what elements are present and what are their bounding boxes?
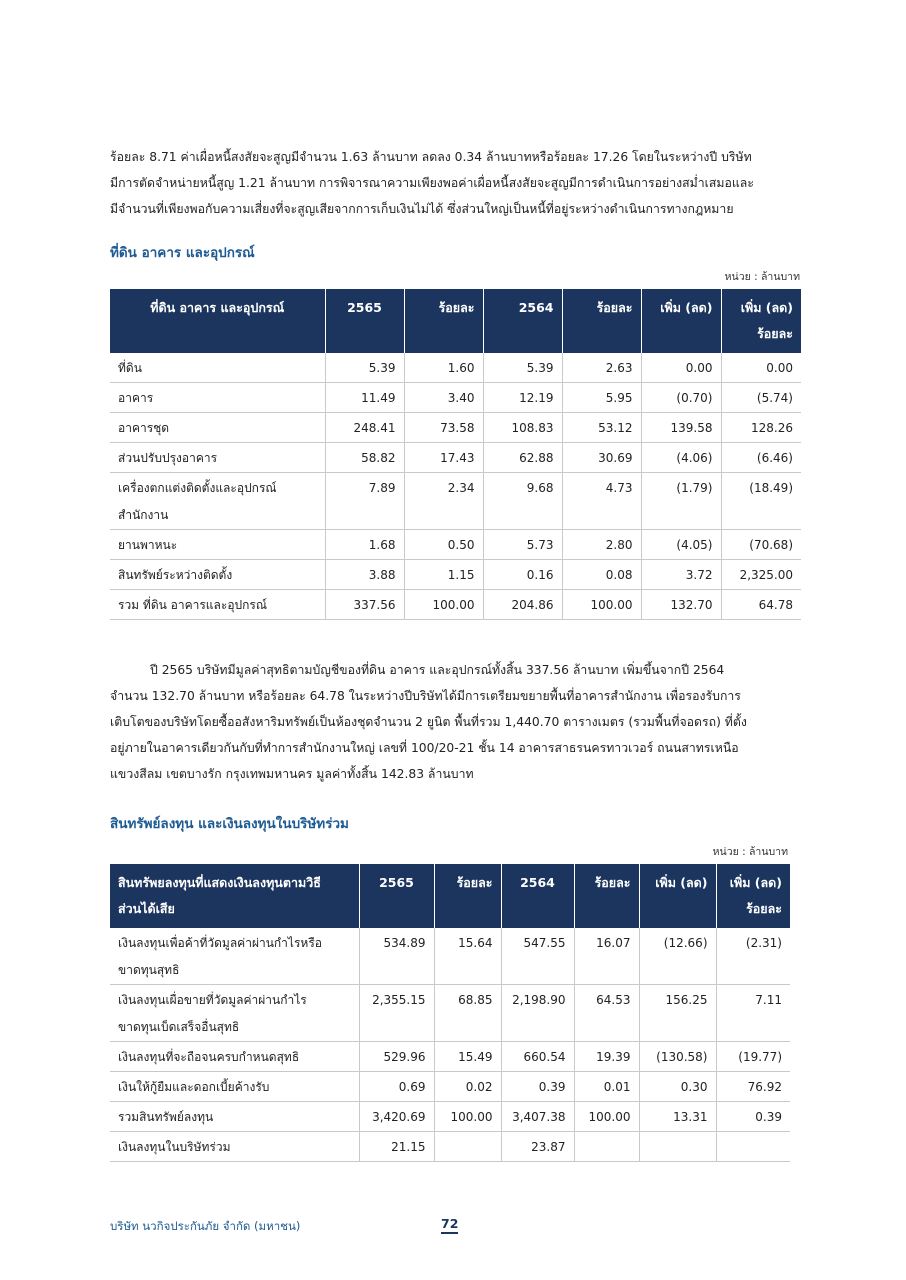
text-line: มีจำนวนที่เพียงพอกับความเสี่ยงที่จะสูญเสียจากการเก็บเงินไม่ได้ ซึ่งส่วนใหญ่เป็นหนี้ที่อยู่ระหว่างดำเนินการทางกฎหมาย	[110, 202, 734, 216]
cell-value: 15.64	[434, 928, 501, 985]
cell-value: 23.87	[501, 1132, 574, 1162]
section-heading-ppe: ที่ดิน อาคาร และอุปกรณ์	[110, 245, 255, 261]
column-header: ร้อยละ	[562, 289, 641, 353]
column-header	[110, 864, 359, 928]
row-label-line: อาคาร	[118, 391, 154, 405]
text-line: ปี 2565 บริษัทมีมูลค่าสุทธิตามบัญชีของที่ดิน อาคาร และอุปกรณ์ทั้งสิ้น 337.56 ล้านบาท เพิ่มขึ้นจากปี 2564	[150, 663, 725, 677]
column-header: เพิ่ม (ลด)	[641, 289, 721, 353]
cell-value: 16.07	[574, 928, 639, 985]
table-row	[110, 590, 801, 620]
text-line: จำนวน 132.70 ล้านบาท หรือร้อยละ 64.78 ในระหว่างปีบริษัทได้มีการเตรียมขยายพื้นที่อาคารสำนักงาน เพื่อรองรับการ	[110, 689, 741, 703]
table-row	[110, 928, 790, 985]
row-label-line: เงินลงทุนเผื่อขายที่วัดมูลค่าผ่านกำไร	[118, 993, 307, 1007]
table-row	[110, 383, 801, 413]
row-label-line: สินทรัพย์ระหว่างติดตั้ง	[118, 568, 233, 582]
row-label	[110, 1102, 359, 1132]
cell-value: 204.86	[483, 590, 562, 620]
cell-value: 100.00	[562, 590, 641, 620]
row-label	[110, 928, 359, 985]
cell-value: 58.82	[325, 443, 404, 473]
column-header: 2565	[325, 289, 404, 353]
cell-value: (5.74)	[721, 383, 801, 413]
column-header: ร้อยละ	[404, 289, 483, 353]
column-header: เพิ่ม (ลด)	[639, 864, 716, 928]
cell-value: 0.02	[434, 1072, 501, 1102]
row-label	[110, 383, 325, 413]
cell-value: 12.19	[483, 383, 562, 413]
table-row	[110, 1102, 790, 1132]
page-number: 72	[441, 1216, 458, 1234]
cell-value: 100.00	[404, 590, 483, 620]
cell-value: 100.00	[574, 1102, 639, 1132]
cell-value: 64.78	[721, 590, 801, 620]
cell-value	[574, 1132, 639, 1162]
column-header	[721, 289, 801, 353]
row-label-line: อาคารชุด	[118, 421, 170, 435]
cell-value	[434, 1132, 501, 1162]
cell-value: 0.00	[721, 353, 801, 383]
cell-value: 132.70	[641, 590, 721, 620]
row-label-line: ขาดทุนเบ็ดเสร็จอื่นสุทธิ	[118, 1020, 240, 1034]
cell-value: 30.69	[562, 443, 641, 473]
text-line: อยู่ภายในอาคารเดียวกันกับที่ทำการสำนักงานใหญ่ เลขที่ 100/20-21 ชั้น 14 อาคารสาธรนครทาวเวอร์ ถนนสาทรเหนือ	[110, 741, 739, 755]
table-row	[110, 443, 801, 473]
cell-value: 2,325.00	[721, 560, 801, 590]
table-row	[110, 560, 801, 590]
header-line: ร้อยละ	[757, 326, 793, 341]
cell-value: 13.31	[639, 1102, 716, 1132]
cell-value: 1.15	[404, 560, 483, 590]
cell-value: 3.88	[325, 560, 404, 590]
row-label-line: รวมสินทรัพย์ลงทุน	[118, 1110, 214, 1124]
cell-value: 11.49	[325, 383, 404, 413]
cell-value: 1.68	[325, 530, 404, 560]
cell-value: 2.63	[562, 353, 641, 383]
text-line: มีการตัดจำหน่ายหนี้สูญ 1.21 ล้านบาท การพิจารณาความเพียงพอค่าเผื่อหนี้สงสัยจะสูญมีการดำเนินการอย่างสม่ำเสมอและ	[110, 176, 754, 190]
header-line: ส่วนได้เสีย	[118, 901, 175, 916]
cell-value: 19.39	[574, 1042, 639, 1072]
cell-value: 7.11	[716, 985, 790, 1042]
row-label	[110, 985, 359, 1042]
cell-value: 3,407.38	[501, 1102, 574, 1132]
row-label	[110, 1042, 359, 1072]
cell-value: (18.49)	[721, 473, 801, 530]
cell-value	[716, 1132, 790, 1162]
cell-value: 62.88	[483, 443, 562, 473]
cell-value: 0.08	[562, 560, 641, 590]
cell-value: 529.96	[359, 1042, 434, 1072]
cell-value: 2.80	[562, 530, 641, 560]
header-line: ร้อยละ	[746, 901, 782, 916]
row-label	[110, 590, 325, 620]
column-header: 2564	[483, 289, 562, 353]
row-label-line: ที่ดิน	[118, 361, 142, 375]
cell-value: 0.39	[501, 1072, 574, 1102]
cell-value: 4.73	[562, 473, 641, 530]
cell-value	[639, 1132, 716, 1162]
column-header: ที่ดิน อาคาร และอุปกรณ์	[110, 289, 325, 353]
cell-value: (1.79)	[641, 473, 721, 530]
row-label	[110, 413, 325, 443]
table-row	[110, 1042, 790, 1072]
cell-value: 76.92	[716, 1072, 790, 1102]
text-line: แขวงสีลม เขตบางรัก กรุงเทพมหานคร มูลค่าทั้งสิ้น 142.83 ล้านบาท	[110, 767, 474, 781]
cell-value: 547.55	[501, 928, 574, 985]
row-label	[110, 443, 325, 473]
cell-value: 139.58	[641, 413, 721, 443]
row-label-line: รวม ที่ดิน อาคารและอุปกรณ์	[118, 598, 267, 612]
table-row	[110, 985, 790, 1042]
cell-value: (19.77)	[716, 1042, 790, 1072]
cell-value: 128.26	[721, 413, 801, 443]
cell-value: 2,198.90	[501, 985, 574, 1042]
cell-value: 0.39	[716, 1102, 790, 1132]
row-label-line: ขาดทุนสุทธิ	[118, 963, 180, 977]
cell-value: 73.58	[404, 413, 483, 443]
table-row	[110, 413, 801, 443]
cell-value: (70.68)	[721, 530, 801, 560]
ppe-table	[110, 289, 801, 620]
cell-value: 2,355.15	[359, 985, 434, 1042]
cell-value: 0.69	[359, 1072, 434, 1102]
cell-value: (2.31)	[716, 928, 790, 985]
header-line: เพิ่ม (ลด)	[740, 300, 793, 315]
cell-value: 15.49	[434, 1042, 501, 1072]
cell-value: 7.89	[325, 473, 404, 530]
table-row	[110, 353, 801, 383]
middle-paragraph	[110, 657, 800, 787]
cell-value: 5.39	[483, 353, 562, 383]
cell-value: 660.54	[501, 1042, 574, 1072]
cell-value: 0.50	[404, 530, 483, 560]
cell-value: 337.56	[325, 590, 404, 620]
cell-value: 5.39	[325, 353, 404, 383]
cell-value: (4.06)	[641, 443, 721, 473]
cell-value: 156.25	[639, 985, 716, 1042]
cell-value: 248.41	[325, 413, 404, 443]
section-heading-investments: สินทรัพย์ลงทุน และเงินลงทุนในบริษัทร่วม	[110, 816, 349, 832]
cell-value: 0.16	[483, 560, 562, 590]
row-label	[110, 1072, 359, 1102]
footer-company-name: บริษัท นวกิจประกันภัย จำกัด (มหาชน)	[110, 1219, 301, 1233]
row-label-line: เงินลงทุนเพื่อค้าที่วัดมูลค่าผ่านกำไรหรือ	[118, 936, 322, 950]
column-header: 2565	[359, 864, 434, 928]
row-label	[110, 353, 325, 383]
cell-value: 2.34	[404, 473, 483, 530]
cell-value: 17.43	[404, 443, 483, 473]
column-header: ร้อยละ	[574, 864, 639, 928]
table-row	[110, 1072, 790, 1102]
row-label-line: เครื่องตกแต่งติดตั้งและอุปกรณ์	[118, 481, 277, 495]
cell-value: 5.95	[562, 383, 641, 413]
cell-value: (4.05)	[641, 530, 721, 560]
unit-label-investments: หน่วย : ล้านบาท	[712, 846, 788, 858]
row-label	[110, 473, 325, 530]
cell-value: 53.12	[562, 413, 641, 443]
row-label	[110, 560, 325, 590]
row-label	[110, 530, 325, 560]
row-label	[110, 1132, 359, 1162]
unit-label-ppe: หน่วย : ล้านบาท	[724, 271, 800, 283]
cell-value: 21.15	[359, 1132, 434, 1162]
cell-value: 5.73	[483, 530, 562, 560]
cell-value: 0.01	[574, 1072, 639, 1102]
cell-value: (0.70)	[641, 383, 721, 413]
cell-value: (6.46)	[721, 443, 801, 473]
cell-value: 534.89	[359, 928, 434, 985]
cell-value: 0.30	[639, 1072, 716, 1102]
investments-table	[110, 864, 790, 1162]
text-line: ร้อยละ 8.71 ค่าเผื่อหนี้สงสัยจะสูญมีจำนวน 1.63 ล้านบาท ลดลง 0.34 ล้านบาทหรือร้อยละ 17.26 โดยในระหว่างปี บริษัท	[110, 150, 752, 164]
table-row	[110, 473, 801, 530]
row-label-line: เงินลงทุนในบริษัทร่วม	[118, 1140, 231, 1154]
row-label-line: ยานพาหนะ	[118, 538, 178, 552]
table-row	[110, 1132, 790, 1162]
cell-value: 100.00	[434, 1102, 501, 1132]
cell-value: (12.66)	[639, 928, 716, 985]
cell-value: 64.53	[574, 985, 639, 1042]
row-label-line: เงินให้กู้ยืมและดอกเบี้ยค้างรับ	[118, 1080, 270, 1094]
text-line: เติบโตของบริษัทโดยซื้ออสังหาริมทรัพย์เป็นห้องชุดจำนวน 2 ยูนิต พื้นที่รวม 1,440.70 ตารางเมตร (รวมพื้นที่จอดรถ) ที่ตั้ง	[110, 715, 747, 729]
cell-value: 3.72	[641, 560, 721, 590]
column-header: 2564	[501, 864, 574, 928]
intro-paragraph	[110, 144, 800, 222]
column-header	[716, 864, 790, 928]
cell-value: 9.68	[483, 473, 562, 530]
row-label-line: ส่วนปรับปรุงอาคาร	[118, 451, 218, 465]
row-label-line: เงินลงทุนที่จะถือจนครบกำหนดสุทธิ	[118, 1050, 300, 1064]
row-label-line: สำนักงาน	[118, 508, 169, 522]
cell-value: 3,420.69	[359, 1102, 434, 1132]
column-header: ร้อยละ	[434, 864, 501, 928]
cell-value: 3.40	[404, 383, 483, 413]
header-line: เพิ่ม (ลด)	[729, 875, 782, 890]
cell-value: 68.85	[434, 985, 501, 1042]
table-row	[110, 530, 801, 560]
cell-value: 108.83	[483, 413, 562, 443]
cell-value: 0.00	[641, 353, 721, 383]
cell-value: 1.60	[404, 353, 483, 383]
header-line: สินทรัพยลงทุนที่แสดงเงินลงทุนตามวิธี	[118, 875, 321, 890]
cell-value: (130.58)	[639, 1042, 716, 1072]
